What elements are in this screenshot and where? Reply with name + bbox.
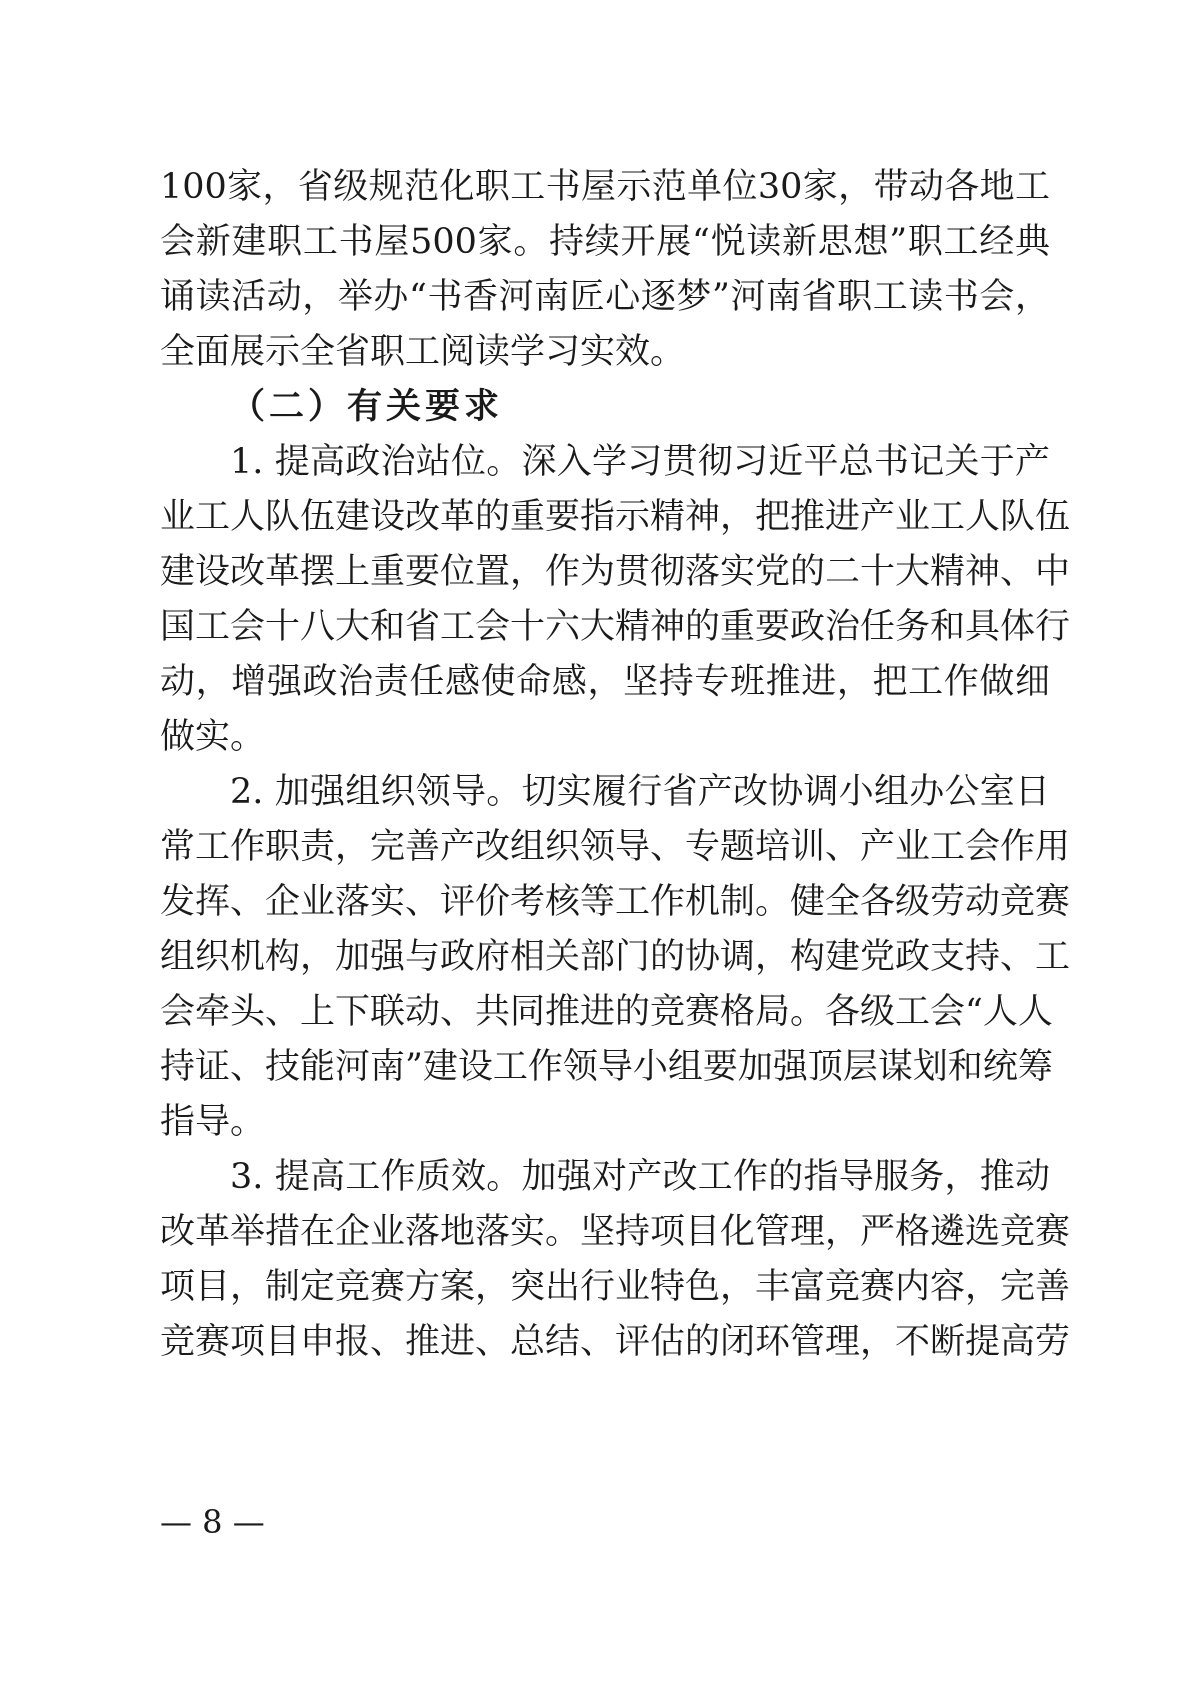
text-line: 1. 提高政治站位。深入学习贯彻习近平总书记关于产	[230, 442, 1050, 482]
text-line: 指导。	[160, 1102, 266, 1142]
text-line: 100家，省级规范化职工书屋示范单位30家，带动各地工	[160, 167, 1050, 207]
page-number: — 8 —	[160, 1503, 265, 1541]
text-line: 常工作职责，完善产改组织领导、专题培训、产业工会作用	[160, 827, 1071, 867]
text-line: 发挥、企业落实、评价考核等工作机制。健全各级劳动竞赛	[160, 882, 1071, 922]
text-line: 诵读活动，举办“书香河南匠心逐梦”河南省职工读书会，	[160, 277, 1050, 317]
text-line: 做实。	[160, 717, 266, 757]
text-line: 业工人队伍建设改革的重要指示精神，把推进产业工人队伍	[160, 497, 1071, 537]
text-line: 全面展示全省职工阅读学习实效。	[160, 332, 686, 372]
text-line: 3. 提高工作质效。加强对产改工作的指导服务，推动	[230, 1157, 1050, 1197]
text-line: 2. 加强组织领导。切实履行省产改协调小组办公室日	[230, 772, 1050, 812]
text-line: 建设改革摆上重要位置，作为贯彻落实党的二十大精神、中	[160, 552, 1071, 592]
text-line: 国工会十八大和省工会十六大精神的重要政治任务和具体行	[160, 607, 1071, 647]
text-line: 持证、技能河南”建设工作领导小组要加强顶层谋划和统筹	[160, 1047, 1053, 1087]
section-heading: （二）有关要求	[230, 387, 504, 427]
text-line: 会牵头、上下联动、共同推进的竞赛格局。各级工会“人人	[160, 992, 1053, 1032]
text-line: 组织机构，加强与政府相关部门的协调，构建党政支持、工	[160, 937, 1071, 977]
text-line: 项目，制定竞赛方案，突出行业特色，丰富竞赛内容，完善	[160, 1267, 1071, 1307]
text-line: 竞赛项目申报、推进、总结、评估的闭环管理，不断提高劳	[160, 1322, 1071, 1362]
text-line: 会新建职工书屋500家。持续开展“悦读新思想”职工经典	[160, 222, 1050, 262]
text-line: 动，增强政治责任感使命感，坚持专班推进，把工作做细	[160, 662, 1050, 702]
text-line: 改革举措在企业落地落实。坚持项目化管理，严格遴选竞赛	[160, 1212, 1071, 1252]
